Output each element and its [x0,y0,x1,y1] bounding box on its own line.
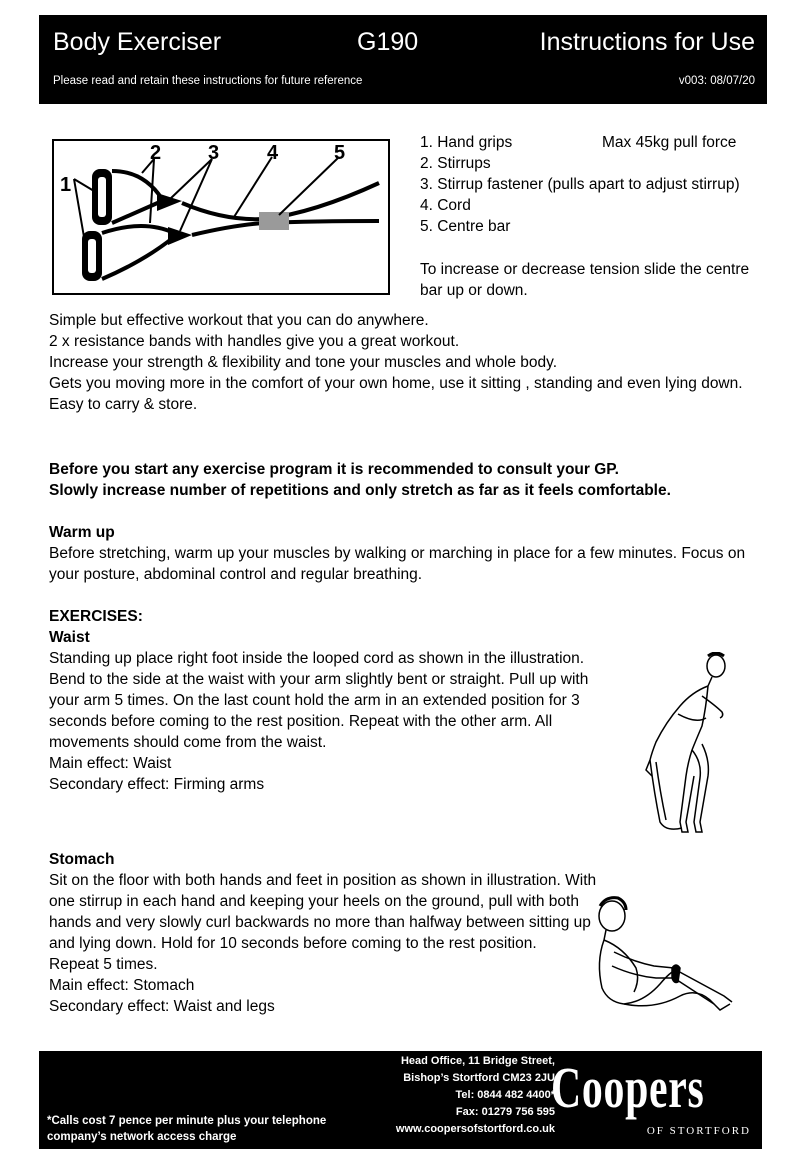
address-line: Bishop’s Stortford CM23 2JU [403,1072,555,1084]
stomach-repeat: Repeat 5 times. [49,956,158,973]
phone-number: Tel: 0844 482 4400* [455,1089,555,1101]
logo-subtitle: OF STORTFORD [646,1125,751,1137]
waist-text: Standing up place right foot inside the looped cord as shown in the illustration. Bend to the side at the waist with your arm slightly bent or straight. Pull up with your arm 5 times. On the last count hold the arm in an extended position for 3 seconds before coming to the rest position. Repeat with the other arm. All movements should come from the waist. [49,650,589,751]
part-item: 1. Hand grips [420,134,513,151]
stomach-heading: Stomach [49,851,115,868]
diagram-label: 3 [208,142,220,164]
diagram-label: 5 [334,142,346,164]
intro-line: Increase your strength & flexibility and tone your muscles and whole body. [49,354,558,371]
intro-section [49,310,749,415]
waist-exercise-illustration [636,652,736,840]
product-code: G190 [357,28,419,56]
header-banner [39,15,767,104]
exercises-heading: EXERCISES: [49,608,143,625]
part-item: 3. Stirrup fastener (pulls apart to adjust stirrup) [420,176,740,193]
intro-line: Easy to carry & store. [49,396,198,413]
retain-note: Please read and retain these instructions for future reference [53,75,363,87]
address-line: Head Office, 11 Bridge Street, [400,1055,555,1067]
document-title: Instructions for Use [539,28,755,56]
coopers-logo [547,1055,757,1141]
stomach-main-effect: Main effect: Stomach [49,977,195,994]
version-date: v003: 08/07/20 [678,75,755,87]
diagram-label: 2 [150,142,162,164]
waist-secondary-effect: Secondary effect: Firming arms [49,776,265,793]
warmup-heading: Warm up [49,524,115,541]
diagram-label: 4 [267,142,279,164]
intro-line: Simple but effective workout that you can do anywhere. [49,312,429,329]
part-item: 2. Stirrups [420,155,491,172]
exerciser-diagram-illustration [54,141,388,293]
waist-section [49,606,619,795]
intro-line: Gets you moving more in the comfort of your own home, use it sitting , standing and even lying down. [49,375,743,392]
waist-heading: Waist [49,629,90,646]
intro-line: 2 x resistance bands with handles give you a great workout. [49,333,460,350]
head-office-address [355,1053,555,1138]
warning-line: Slowly increase number of repetitions and only stretch as far as it feels comfortable. [49,482,671,499]
waist-main-effect: Main effect: Waist [49,755,172,772]
part-item: 5. Centre bar [420,218,511,235]
footer-banner [39,1051,762,1149]
warning-line: Before you start any exercise program it is recommended to consult your GP. [49,461,619,478]
diagram-label: 1 [60,174,72,196]
stomach-secondary-effect: Secondary effect: Waist and legs [49,998,275,1015]
warmup-section [49,522,749,585]
logo-wordmark: Coopers [551,1055,705,1120]
max-force: Max 45kg pull force [602,134,737,151]
stirrup-fastener-upper [157,193,182,211]
calls-cost-note: *Calls cost 7 pence per minute plus your telephone company’s network access charge [47,1115,327,1143]
fax-number: Fax: 01279 756 595 [455,1106,555,1118]
stomach-section [49,849,609,1017]
warmup-text: Before stretching, warm up your muscles by walking or marching in place for a few minutes. Focus on your posture, abdominal control and regular breathing. [49,545,746,583]
product-diagram [52,139,390,295]
centre-bar [259,212,289,230]
website-link[interactable]: www.coopersofstortford.co.uk [395,1123,555,1135]
stomach-text: Sit on the floor with both hands and feet in position as shown in illustration. With one stirrup in each hand and keeping your heels on the ground, pull with both hands and very slowly curl backwards no more than halfway between sitting up and lying down. Hold for 10 seconds before coming to the rest position. [49,872,597,952]
warning-section [49,459,749,501]
stomach-exercise-illustration [584,892,740,1024]
product-name: Body Exerciser [53,28,222,56]
tension-note: To increase or decrease tension slide the centre bar up or down. [420,261,750,299]
part-item: 4. Cord [420,197,471,214]
